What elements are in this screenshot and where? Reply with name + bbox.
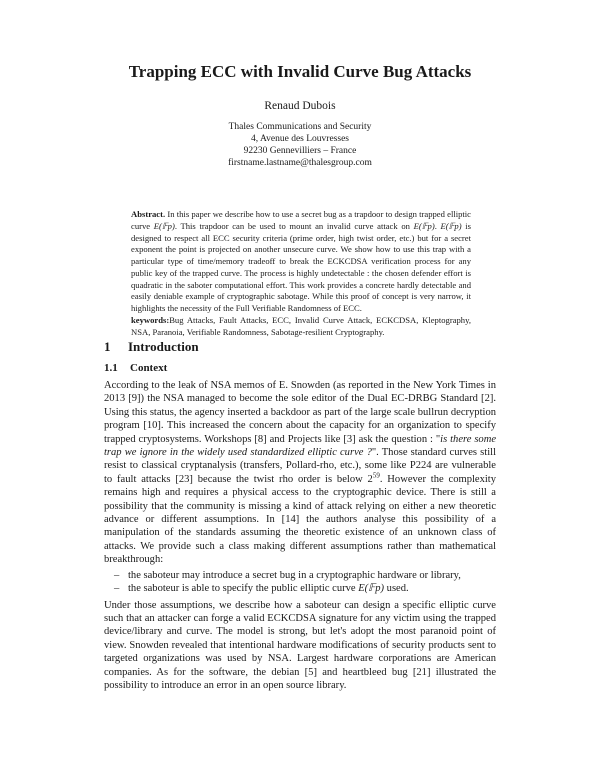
dash-marker: – — [114, 583, 120, 595]
section-heading — [104, 339, 199, 355]
math-curve: E(𝔽p) — [413, 220, 435, 231]
affiliation-email: firstname.lastname@thalesgroup.com — [228, 158, 372, 168]
math-curve: E(𝔽p) — [153, 220, 175, 231]
paper-title: Trapping ECC with Invalid Curve Bug Attacks — [128, 62, 472, 81]
exponent: 59 — [372, 471, 380, 480]
keywords-label: keywords: — [131, 314, 170, 325]
paragraph — [104, 379, 496, 567]
subsection-heading — [104, 362, 167, 374]
list-item-text: the saboteur is able to specify the public elliptic curve — [128, 583, 359, 595]
affiliation-block — [0, 121, 600, 169]
list-item — [114, 569, 496, 582]
abstract-text: . This trapdoor can be used to mount an invalid curve attack on — [174, 220, 414, 231]
paragraph-italic: is there some trap we ignore in the widely used standardized elliptic curve ? — [104, 433, 496, 459]
keywords-text: Bug Attacks, Fault Attacks, ECC, Invalid Curve Attack, ECKCDSA, Kleptography, NSA, Paranoia, Verifiable Randomness, Sabotage-resilient Cryptography. — [131, 314, 471, 337]
subsection-title: Context — [130, 362, 168, 374]
subsection-number: 1.1 — [104, 362, 118, 374]
paragraph: Under those assumptions, we describe how a saboteur can design a specific elliptic curve such that an attacker can forge a valid ECKCDSA signature for any victim using the trapped device/library and curve. The model is strong, but let's adopt the most paranoid point of view. Snowden revealed that intentional hardware modifications of security products sent to targeted organizations was used by NSA. Largest hardware corporations are American companies. As for the software, the debian [5] and heartbleed bug [21] illustrated the possibility to introduce an error in an open source library. — [104, 599, 496, 691]
affiliation-street: 4, Avenue des Louvresses — [251, 134, 349, 144]
affiliation-city: 92230 Gennevilliers – France — [243, 146, 357, 156]
abstract-text: is designed to respect all ECC security criteria (prime order, high twist order, etc.) but for a secret exponent the point is projected on another unsecure curve. We show how to use this trap with a particular type of time/memory tradeoff to break the ECKCDSA verification process for any public key of the trapped curve. The process is highly undetectable : the chosen defender effort is quadratic in the saboter computational effort. This work provides a concrete hardly detectable and easily deniable example of cryptographic sabotage. While this proof of concept is very narrow, it highlights the necessity of the Full Verifiable Randomness of ECC. — [131, 220, 471, 313]
list-item-text: the saboteur may introduce a secret bug in a cryptographic hardware or library, — [128, 569, 461, 581]
section-title: Introduction — [128, 339, 199, 354]
paragraph-text: According to the leak of NSA memos of E. Snowden (as reported in the New York Times in 2013 [9]) the NSA managed to become the sole editor of the Dual EC-DRBG Standard [2]. Using this status, the agency inserted a backdoor as part of the large scale bullrun decryption program [10]. This increased the concern about the capacity for an organization to specify trapped cryptosystems. Workshops [8] and Projects like [3] ask the question : " — [104, 380, 496, 445]
paragraph-text: . However the complexity remains high and requires a physical access to the cryptographic device. There is still a possibility that the community is missing a kind of attack relying on either a new theoretic advance or different assumptions. In [14] the authors analyse this possibility of a manipulation of the standards assuming the theoretic existence of an unknown class of attacks. We provide such a class making different assumptions rather than mathematical breakthrough: — [104, 473, 496, 566]
body-text — [104, 379, 496, 692]
dash-marker: – — [114, 569, 120, 581]
abstract-text: . — [434, 220, 441, 231]
author-name: Renaud Dubois — [264, 100, 336, 112]
affiliation-org: Thales Communications and Security — [228, 122, 372, 132]
paragraph-text: ". Those standard curves still resist to classical cryptanalysis (transfers, Pollard-rho, etc.), some like P224 are vulnerable to fault attacks [23] because the twist rho order is below 2 — [104, 447, 496, 485]
abstract-block — [131, 209, 471, 338]
abstract-label: Abstract. — [131, 209, 166, 219]
abstract-text: In this paper we describe how to use a secret bug as a trapdoor to design trapped elliptic curve — [131, 209, 471, 231]
math-curve: E(𝔽p) — [440, 220, 462, 231]
math-curve: E(𝔽p) — [358, 583, 385, 595]
assumption-list — [104, 569, 496, 596]
section-number: 1 — [104, 339, 111, 354]
list-item — [114, 582, 496, 595]
list-item-text: used. — [384, 583, 409, 595]
